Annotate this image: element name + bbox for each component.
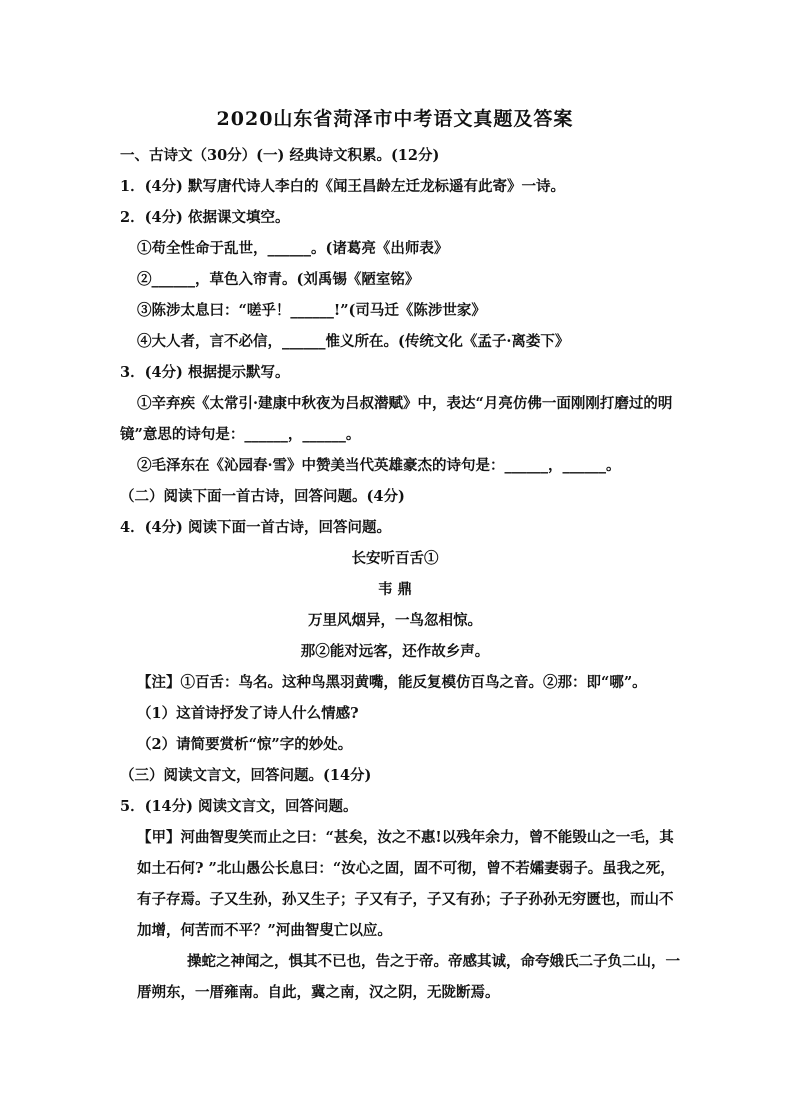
- question-3-item-1-cont: 镜”意思的诗句是：______，______。: [120, 426, 361, 443]
- poem-line-1: 万里风烟异，一鸟忽相惊。: [308, 612, 482, 629]
- passage-line-3: 有子存焉。子又生孙，孙又生子；子又有子，子又有孙；子子孙孙无穷匮也，而山不: [137, 891, 674, 908]
- poem-note: 【注】①百舌：鸟名。这种鸟黑羽黄嘴，能反复模仿百鸟之音。②那：即“哪”。: [137, 674, 647, 691]
- poem-title: 长安听百舌①: [351, 550, 439, 567]
- question-1: 1．(4分) 默写唐代诗人李白的《闻王昌龄左迁龙标遥有此寄》一诗。: [120, 178, 565, 195]
- question-3-item-1: ①辛弃疾《太常引·建康中秋夜为吕叔潜赋》中，表达“月亮仿佛一面刚刚打磨过的明: [137, 395, 673, 412]
- passage-line-6: 厝朔东，一厝雍南。自此，冀之南，汉之阴，无陇断焉。: [137, 984, 500, 1001]
- question-4-sub-1: （1）这首诗抒发了诗人什么情感?: [137, 705, 359, 722]
- question-2-item-1: ①苟全性命于乱世，______。(诸葛亮《出师表》: [137, 240, 449, 257]
- section-heading-1: 一、古诗文（30分）(一) 经典诗文积累。(12分): [120, 147, 440, 164]
- question-2: 2．(4分) 依据课文填空。: [120, 209, 290, 226]
- poem-author: 韦 鼎: [377, 581, 413, 598]
- question-2-item-4: ④大人者，言不必信，______惟义所在。(传统文化《孟子·离娄下》: [137, 333, 570, 350]
- question-3-item-2: ②毛泽东在《沁园春·雪》中赞美当代英雄豪杰的诗句是：______，______。: [137, 457, 621, 474]
- passage-line-2: 如土石何? ”北山愚公长息曰：“汝心之固，固不可彻，曾不若孀妻弱子。虽我之死，: [137, 860, 675, 877]
- question-5: 5．(14分) 阅读文言文，回答问题。: [120, 798, 358, 815]
- passage-line-4: 加增，何苦而不平？”河曲智叟亡以应。: [137, 922, 392, 939]
- question-2-item-3: ③陈涉太息曰：“嗟乎！______!”(司马迁《陈涉世家》: [137, 302, 486, 319]
- question-3: 3．(4分) 根据提示默写。: [120, 364, 290, 381]
- question-4: 4．(4分) 阅读下面一首古诗，回答问题。: [120, 519, 391, 536]
- passage-line-1: 【甲】河曲智叟笑而止之曰：“甚矣，汝之不惠!以残年余力，曾不能毁山之一毛，其: [137, 829, 674, 846]
- document-title: 2020山东省菏泽市中考语文真题及答案: [216, 108, 574, 130]
- question-4-sub-2: （2）请简要赏析“惊”字的妙处。: [137, 736, 353, 753]
- poem-line-2: 那②能对远客，还作故乡声。: [300, 643, 490, 660]
- section-heading-3: （三）阅读文言文，回答问题。(14分): [120, 767, 372, 784]
- section-heading-2: （二）阅读下面一首古诗，回答问题。(4分): [120, 488, 405, 505]
- question-2-item-2: ②______，草色入帘青。(刘禹锡《陋室铭》: [137, 271, 420, 288]
- passage-line-5: 操蛇之神闻之，惧其不已也，告之于帝。帝感其诚，命夸娥氏二子负二山，一: [187, 953, 680, 970]
